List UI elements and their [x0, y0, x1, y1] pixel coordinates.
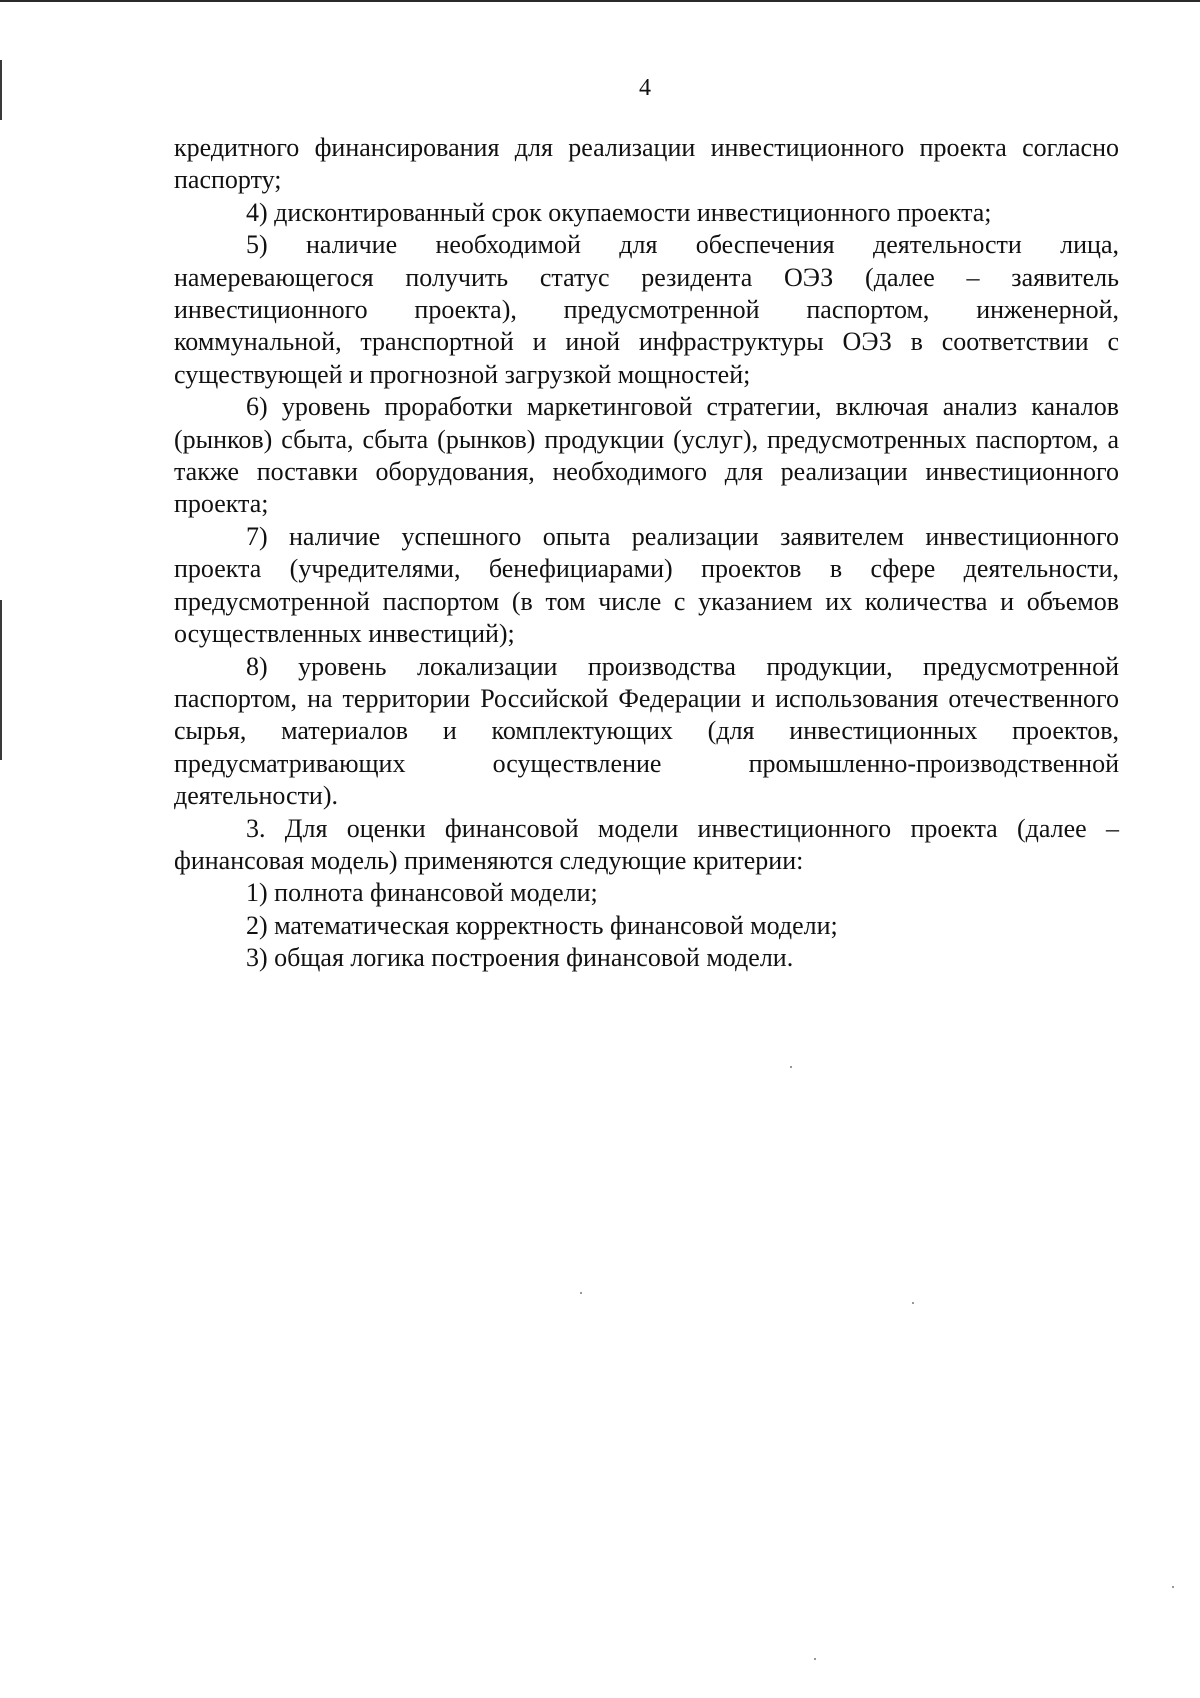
paragraph: 8) уровень локализации производства продукции, предусмотренной паспортом, на территории Российской Федерации и использования отечественного сырья, материалов и комплектующих (для инвестиционных проектов, предусматривающих осуществление промышленно-производственной деятельности).: [174, 651, 1119, 811]
scan-top-edge: [0, 0, 1200, 2]
scan-speck: [1172, 1586, 1174, 1588]
scan-speck: [912, 1302, 914, 1304]
paragraph: 3. Для оценки финансовой модели инвестиционного проекта (далее – финансовая модель) применяются следующие критерии:: [174, 813, 1119, 875]
paragraph: 5) наличие необходимой для обеспечения деятельности лица, намеревающегося получить статус резидента ОЭЗ (далее – заявитель инвестиционного проекта), предусмотренной паспортом, инженерной, коммунальной, транспортной и иной инфраструктуры ОЭЗ в соответствии с существующей и прогнозной загрузкой мощностей;: [174, 230, 1119, 389]
paragraph: 3) общая логика построения финансовой модели.: [246, 943, 794, 973]
scan-speck: [790, 1066, 792, 1068]
paragraph: кредитного финансирования для реализации инвестиционного проекта согласно паспорту;: [174, 133, 1119, 195]
paragraph: 1) полнота финансовой модели;: [246, 878, 598, 908]
scan-speck: [580, 1292, 582, 1294]
paragraph: 4) дисконтированный срок окупаемости инвестиционного проекта;: [246, 197, 992, 227]
paragraph: 2) математическая корректность финансовой модели;: [246, 910, 838, 940]
paragraph: 6) уровень проработки маркетинговой стратегии, включая анализ каналов (рынков) сбыта, сбыта (рынков) продукции (услуг), предусмотренных паспортом, а также поставки оборудования, необходимого для реализации инвестиционного проекта;: [174, 392, 1119, 519]
document-body: [174, 132, 1119, 975]
scan-left-edge: [0, 600, 2, 760]
paragraph: 7) наличие успешного опыта реализации заявителем инвестиционного проекта (учредителями, бенефициарами) проектов в сфере деятельности, предусмотренной паспортом (в том числе с указанием их количества и объемов осуществленных инвестиций);: [174, 521, 1119, 649]
page-number: 4: [639, 75, 651, 101]
scan-speck: [814, 1658, 816, 1660]
